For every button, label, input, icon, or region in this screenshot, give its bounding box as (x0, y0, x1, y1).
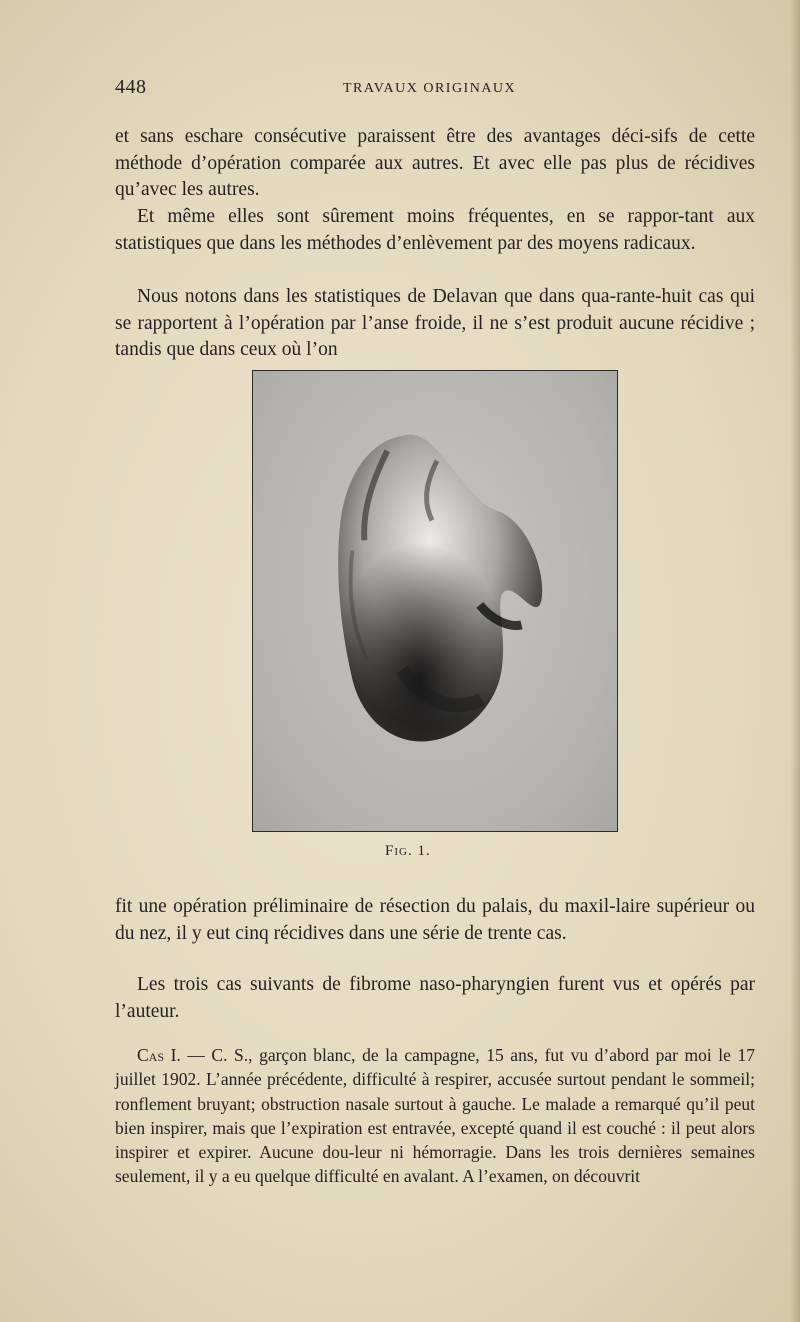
paragraph-4: fit une opération préliminaire de résection du palais, du maxil-laire supérieur ou du nez, il y eut cinq récidives dans une série de trente cas. (115, 896, 755, 944)
case-label: Cas I. (137, 1045, 181, 1065)
case-1-paragraph (115, 1043, 755, 1189)
running-title: TRAVAUX ORIGINAUX (343, 81, 517, 96)
paragraph-3: Nous notons dans les statistiques de Delavan que dans qua-rante-huit cas qui se rapportent à l’opération par l’anse froide, il ne s’est produit aucune récidive ; tandis que dans ceux où l’on (115, 286, 755, 360)
paragraph-1: et sans eschare consécutive paraissent être des avantages déci-sifs de cette méthode d’opération comparée aux autres. Et avec elle pas plus de récidives qu’avec les autres. (115, 126, 755, 200)
tumor-specimen-image (253, 371, 617, 831)
paragraph-2: Et même elles sont sûrement moins fréquentes, en se rappor-tant aux statistiques que dans les méthodes d’enlèvement par des moyens radicaux. (115, 206, 755, 254)
case-text: — C. S., garçon blanc, de la campagne, 15 ans, fut vu d’abord par moi le 17 juillet 1902. L’année précédente, difficulté à respirer, accusée surtout pendant le sommeil; ronflement bruyant; obstruction nasale surtout à gauche. Le malade a remarqué qu’il peut bien inspirer, mais que l’expiration est entravée, excepté quand il est couché : il peut alors inspirer et expirer. Aucune dou-leur ni hémorragie. Dans les trois dernières semaines seulement, il y a eu quelque difficulté en avalant. A l’examen, on découvrit (115, 1045, 756, 1187)
paragraph-5: Les trois cas suivants de fibrome naso-pharyngien furent vus et opérés par l’auteur. (115, 974, 755, 1022)
page-header (115, 76, 755, 100)
figure-caption: Fig. 1. (385, 843, 431, 859)
page-number: 448 (115, 76, 147, 98)
figure-1-photo (252, 370, 618, 832)
